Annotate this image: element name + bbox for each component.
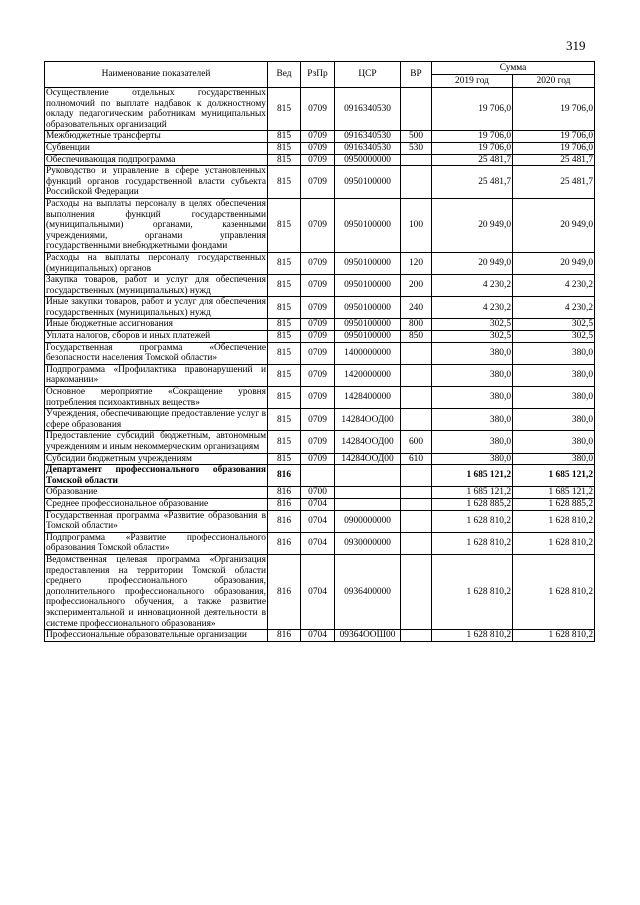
row-rzpr: 0709 (301, 387, 335, 409)
row-name: Обеспечивающая подпрограмма (45, 154, 268, 166)
row-vr (401, 510, 432, 532)
row-sum-2020: 4 230,2 (513, 297, 595, 319)
header-rzpr: РзПр (301, 62, 335, 88)
row-vr (401, 498, 432, 510)
row-sum-2020: 1 685 121,2 (513, 465, 595, 487)
row-sum-2020: 19 706,0 (513, 88, 595, 131)
row-name: Субвенции (45, 142, 268, 154)
row-sum-2020: 380,0 (513, 364, 595, 386)
header-name: Наименование показателей (45, 62, 268, 88)
row-name: Иные бюджетные ассигнования (45, 319, 268, 331)
budget-table (44, 61, 595, 642)
row-vr: 850 (401, 331, 432, 343)
row-name: Межбюджетные трансферты (45, 131, 268, 143)
row-ved: 816 (268, 498, 301, 510)
table-body (45, 88, 595, 642)
row-name: Ведомственная целевая программа «Организация предоставления на территории Томской области среднего профессионального образования, дополнительного профессионального образования, профессионального обучения, а также развитие экспериментальной и инновационной деятельности в системе профессионального образования» (46, 554, 266, 629)
table-row (45, 297, 595, 319)
row-sum-2020: 25 481,7 (513, 154, 595, 166)
table-row (45, 198, 595, 252)
row-rzpr: 0704 (301, 554, 335, 629)
row-ved: 815 (268, 166, 301, 199)
row-csr: 1420000000 (335, 364, 401, 386)
table-row (45, 409, 595, 431)
row-sum-2020: 380,0 (513, 409, 595, 431)
row-ved: 815 (268, 387, 301, 409)
row-ved: 815 (268, 142, 301, 154)
page-number: 319 (566, 38, 586, 53)
row-sum-2019: 20 949,0 (432, 198, 513, 252)
table-row (45, 275, 595, 297)
row-ved: 815 (268, 252, 301, 274)
row-sum-2019: 1 685 121,2 (432, 465, 513, 487)
row-csr: 0900000000 (335, 510, 401, 532)
row-ved: 815 (268, 88, 301, 131)
row-sum-2020: 1 685 121,2 (513, 487, 595, 499)
row-name: Государственная программа «Развитие образования в Томской области» (46, 510, 266, 532)
row-sum-2020: 380,0 (513, 342, 595, 364)
header-2019: 2019 год (432, 75, 513, 88)
row-rzpr: 0700 (301, 487, 335, 499)
row-csr (335, 487, 401, 499)
row-ved: 816 (268, 465, 301, 487)
table-row (45, 510, 595, 532)
row-rzpr: 0709 (301, 252, 335, 274)
row-rzpr: 0704 (301, 630, 335, 642)
row-rzpr: 0709 (301, 364, 335, 386)
table-row (45, 431, 595, 453)
row-sum-2019: 1 685 121,2 (432, 487, 513, 499)
row-sum-2019: 25 481,7 (432, 166, 513, 199)
row-ved: 815 (268, 198, 301, 252)
row-sum-2020: 19 706,0 (513, 142, 595, 154)
row-ved: 815 (268, 275, 301, 297)
table-row (45, 331, 595, 343)
row-csr: 0916340530 (335, 88, 401, 131)
row-sum-2019: 1 628 885,2 (432, 498, 513, 510)
row-ved: 815 (268, 131, 301, 143)
row-sum-2019: 20 949,0 (432, 252, 513, 274)
row-sum-2020: 4 230,2 (513, 275, 595, 297)
table-row (45, 554, 595, 629)
row-name: Субсидии бюджетным учреждениям (45, 453, 268, 465)
row-vr (401, 554, 432, 629)
row-rzpr: 0709 (301, 331, 335, 343)
row-name: Государственная программа «Обеспечение безопасности населения Томской области» (46, 342, 266, 364)
row-name: Расходы на выплаты персоналу в целях обеспечения выполнения функций государственными (муниципальными) органами, казенными учреждениями, органами управления государственными внебюджетными фондами (46, 198, 266, 252)
row-ved: 815 (268, 342, 301, 364)
row-sum-2020: 20 949,0 (513, 252, 595, 274)
row-csr: 0930000000 (335, 532, 401, 554)
row-vr (401, 154, 432, 166)
row-sum-2019: 1 628 810,2 (432, 510, 513, 532)
row-csr: 0916340530 (335, 142, 401, 154)
row-vr (401, 166, 432, 199)
row-sum-2020: 302,5 (513, 319, 595, 331)
row-vr (401, 364, 432, 386)
row-vr (401, 487, 432, 499)
row-sum-2019: 380,0 (432, 431, 513, 453)
row-sum-2019: 302,5 (432, 319, 513, 331)
row-csr: 0950100000 (335, 166, 401, 199)
row-sum-2020: 380,0 (513, 453, 595, 465)
row-ved: 815 (268, 364, 301, 386)
table-row (45, 342, 595, 364)
row-rzpr: 0709 (301, 409, 335, 431)
row-name: Расходы на выплаты персоналу государственных (муниципальных) органов (46, 252, 266, 274)
row-rzpr: 0709 (301, 154, 335, 166)
table-row (45, 166, 595, 199)
row-ved: 815 (268, 319, 301, 331)
row-csr: 1428400000 (335, 387, 401, 409)
row-sum-2019: 380,0 (432, 387, 513, 409)
row-name: Среднее профессиональное образование (45, 498, 268, 510)
table-row (45, 387, 595, 409)
table-row (45, 252, 595, 274)
row-vr (401, 465, 432, 487)
table-row (45, 532, 595, 554)
row-rzpr: 0709 (301, 198, 335, 252)
header-vr: ВР (401, 62, 432, 88)
row-csr: 0916340530 (335, 131, 401, 143)
row-sum-2020: 1 628 810,2 (513, 630, 595, 642)
row-rzpr: 0709 (301, 142, 335, 154)
row-ved: 815 (268, 453, 301, 465)
row-csr: 0950000000 (335, 154, 401, 166)
row-name: Департамент профессионального образования Томской области (46, 465, 266, 486)
row-vr: 530 (401, 142, 432, 154)
row-csr: 0950100000 (335, 297, 401, 319)
header-ved: Вед (268, 62, 301, 88)
row-csr (335, 498, 401, 510)
row-vr: 610 (401, 453, 432, 465)
row-name: Учреждения, обеспечивающие предоставление услуг в сфере образования (46, 409, 266, 430)
table-row (45, 487, 595, 499)
row-vr: 120 (401, 252, 432, 274)
row-vr: 800 (401, 319, 432, 331)
row-ved: 815 (268, 331, 301, 343)
row-name: Профессиональные образовательные организации (45, 630, 268, 642)
row-ved: 815 (268, 431, 301, 453)
table-row (45, 131, 595, 143)
row-ved: 815 (268, 154, 301, 166)
row-sum-2020: 1 628 810,2 (513, 532, 595, 554)
row-vr (401, 387, 432, 409)
row-sum-2020: 1 628 810,2 (513, 554, 595, 629)
row-sum-2019: 302,5 (432, 331, 513, 343)
row-sum-2020: 380,0 (513, 431, 595, 453)
row-vr (401, 88, 432, 131)
row-vr: 500 (401, 131, 432, 143)
row-sum-2020: 1 628 810,2 (513, 510, 595, 532)
row-sum-2019: 1 628 810,2 (432, 554, 513, 629)
row-csr: 09364ООШ00 (335, 630, 401, 642)
header-sum: Сумма (432, 62, 595, 75)
row-name: Закупка товаров, работ и услуг для обеспечения государственных (муниципальных) нужд (46, 275, 266, 296)
row-csr (335, 465, 401, 487)
row-ved: 816 (268, 532, 301, 554)
row-vr: 240 (401, 297, 432, 319)
row-vr: 600 (401, 431, 432, 453)
row-ved: 816 (268, 554, 301, 629)
row-sum-2020: 302,5 (513, 331, 595, 343)
row-sum-2019: 19 706,0 (432, 142, 513, 154)
row-vr: 200 (401, 275, 432, 297)
row-name: Подпрограмма «Профилактика правонарушений и наркомании» (46, 364, 266, 386)
row-vr (401, 532, 432, 554)
row-name: Основное мероприятие «Сокращение уровня потребления психоактивных веществ» (46, 387, 266, 408)
row-sum-2019: 1 628 810,2 (432, 630, 513, 642)
row-csr: 14284ООД00 (335, 431, 401, 453)
row-csr: 14284ООД00 (335, 409, 401, 431)
table-row (45, 142, 595, 154)
row-sum-2019: 19 706,0 (432, 88, 513, 131)
row-rzpr: 0709 (301, 297, 335, 319)
row-name: Уплата налогов, сборов и иных платежей (45, 331, 268, 343)
row-sum-2019: 380,0 (432, 409, 513, 431)
row-rzpr: 0709 (301, 88, 335, 131)
row-sum-2019: 380,0 (432, 342, 513, 364)
row-sum-2020: 19 706,0 (513, 131, 595, 143)
row-rzpr: 0709 (301, 275, 335, 297)
row-sum-2019: 1 628 810,2 (432, 532, 513, 554)
row-rzpr: 0704 (301, 532, 335, 554)
row-ved: 816 (268, 630, 301, 642)
row-name: Осуществление отдельных государственных полномочий по выплате надбавок к должностному окладу педагогическим работникам муниципальных образовательных организаций (46, 88, 266, 130)
row-sum-2020: 25 481,7 (513, 166, 595, 199)
row-vr (401, 630, 432, 642)
table-row (45, 154, 595, 166)
row-name: Подпрограмма «Развитие профессионального образования Томской области» (46, 532, 266, 554)
table-row (45, 630, 595, 642)
row-rzpr: 0709 (301, 431, 335, 453)
row-csr: 1400000000 (335, 342, 401, 364)
row-name: Предоставление субсидий бюджетным, автономным учреждениям и иным некоммерческим организациям (46, 431, 266, 452)
row-sum-2019: 25 481,7 (432, 154, 513, 166)
row-ved: 815 (268, 409, 301, 431)
row-rzpr: 0709 (301, 166, 335, 199)
table-row (45, 319, 595, 331)
row-sum-2019: 19 706,0 (432, 131, 513, 143)
row-rzpr: 0709 (301, 131, 335, 143)
row-csr: 0950100000 (335, 275, 401, 297)
header-2020: 2020 год (513, 75, 595, 88)
row-csr: 0950100000 (335, 319, 401, 331)
row-sum-2019: 4 230,2 (432, 275, 513, 297)
row-rzpr: 0709 (301, 319, 335, 331)
row-name: Иные закупки товаров, работ и услуг для обеспечения государственных (муниципальных) нужд (46, 297, 266, 318)
row-rzpr (301, 465, 335, 487)
table-row (45, 498, 595, 510)
row-vr: 100 (401, 198, 432, 252)
row-csr: 14284ООД00 (335, 453, 401, 465)
row-sum-2019: 380,0 (432, 364, 513, 386)
row-sum-2019: 4 230,2 (432, 297, 513, 319)
table-row (45, 88, 595, 131)
row-ved: 816 (268, 487, 301, 499)
row-ved: 816 (268, 510, 301, 532)
table-row (45, 465, 595, 487)
row-name: Образование (45, 487, 268, 499)
table-row (45, 453, 595, 465)
row-sum-2020: 20 949,0 (513, 198, 595, 252)
row-csr: 0950100000 (335, 252, 401, 274)
table-row (45, 364, 595, 386)
row-sum-2020: 1 628 885,2 (513, 498, 595, 510)
row-vr (401, 342, 432, 364)
row-csr: 0936400000 (335, 554, 401, 629)
row-csr: 0950100000 (335, 331, 401, 343)
row-name: Руководство и управление в сфере установленных функций органов государственной власти субъекта Российской Федерации (46, 166, 266, 198)
row-csr: 0950100000 (335, 198, 401, 252)
row-vr (401, 409, 432, 431)
row-sum-2020: 380,0 (513, 387, 595, 409)
row-rzpr: 0709 (301, 342, 335, 364)
row-rzpr: 0709 (301, 453, 335, 465)
row-ved: 815 (268, 297, 301, 319)
row-rzpr: 0704 (301, 510, 335, 532)
row-rzpr: 0704 (301, 498, 335, 510)
row-sum-2019: 380,0 (432, 453, 513, 465)
header-csr: ЦСР (335, 62, 401, 88)
